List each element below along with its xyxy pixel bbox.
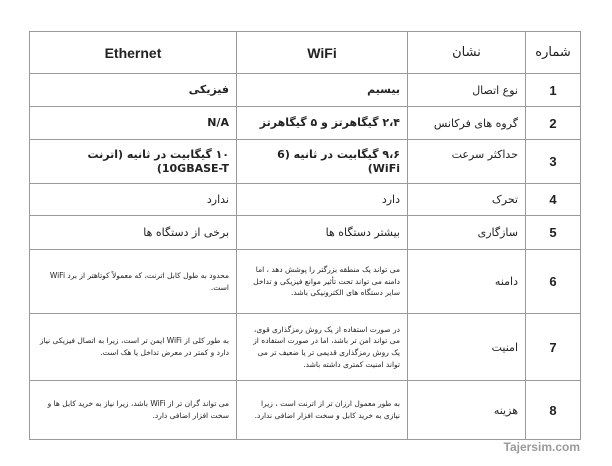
wifi-cell: به طور معمول ارزان تر از اترنت است ، زیرا نیازی به خرید کابل و سخت افزار اضافی ندارد. [237, 381, 408, 440]
row-feature: هزینه [408, 381, 526, 440]
row-feature: نوع اتصال [408, 74, 526, 107]
table-row [30, 381, 581, 440]
header-ethernet: Ethernet [30, 32, 237, 74]
table-row [30, 74, 581, 107]
table-row [30, 107, 581, 140]
wifi-cell: در صورت استفاده از یک روش رمزگذاری قوی، می تواند امن تر باشد، اما در صورت استفاده از یک روش رمزگذاری قدیمی تر یا ضعیف تر می تواند امنیت کمتری داشته باشد. [237, 314, 408, 381]
ethernet-cell: ندارد [30, 184, 237, 216]
row-number: 6 [526, 250, 581, 314]
ethernet-cell: می تواند گران تر از WiFi باشد، زیرا نیاز به خرید کابل ها و سخت افزار اضافی دارد. [30, 381, 237, 440]
wifi-cell: دارد [237, 184, 408, 216]
ethernet-cell: به طور کلی از WiFi ایمن تر است، زیرا به اتصال فیزیکی نیاز دارد و کمتر در معرض تداخل یا هک است. [30, 314, 237, 381]
ethernet-cell: N/A [30, 107, 237, 140]
comparison-table [29, 31, 581, 440]
row-number: 5 [526, 216, 581, 250]
row-number: 7 [526, 314, 581, 381]
table-row [30, 314, 581, 381]
watermark: Tajersim.com [503, 440, 580, 454]
wifi-cell: ۲،۴ گیگاهرتز و ۵ گیگاهرتز [237, 107, 408, 140]
row-feature: امنیت [408, 314, 526, 381]
ethernet-cell: فیزیکی [30, 74, 237, 107]
header-number: شماره [526, 32, 581, 74]
row-number: 4 [526, 184, 581, 216]
row-feature: سازگاری [408, 216, 526, 250]
row-number: 2 [526, 107, 581, 140]
row-number: 8 [526, 381, 581, 440]
wifi-cell: بیسیم [237, 74, 408, 107]
ethernet-cell: برخی از دستگاه ها [30, 216, 237, 250]
table-row [30, 184, 581, 216]
wifi-cell: ۹،۶ گیگابیت در ثانیه (6 WiFi) [237, 140, 408, 184]
table-row [30, 216, 581, 250]
header-row [30, 32, 581, 74]
ethernet-cell: ۱۰ گیگابیت در ثانیه (اترنت 10GBASE-T) [30, 140, 237, 184]
header-wifi: WiFi [237, 32, 408, 74]
table-row [30, 140, 581, 184]
row-feature: تحرک [408, 184, 526, 216]
table-row [30, 250, 581, 314]
row-number: 1 [526, 74, 581, 107]
row-feature: گروه های فرکانس [408, 107, 526, 140]
row-number: 3 [526, 140, 581, 184]
header-feature: نشان [408, 32, 526, 74]
row-feature: حداکثر سرعت [408, 140, 526, 184]
row-feature: دامنه [408, 250, 526, 314]
ethernet-cell: محدود به طول کابل اترنت، که معمولاً کوتاهتر از برد WiFi است. [30, 250, 237, 314]
wifi-cell: می تواند یک منطقه بزرگتر را پوشش دهد ، اما دامنه می تواند تحت تأثیر موانع فیزیکی و تداخل سایر دستگاه های الکترونیکی باشد. [237, 250, 408, 314]
wifi-cell: بیشتر دستگاه ها [237, 216, 408, 250]
